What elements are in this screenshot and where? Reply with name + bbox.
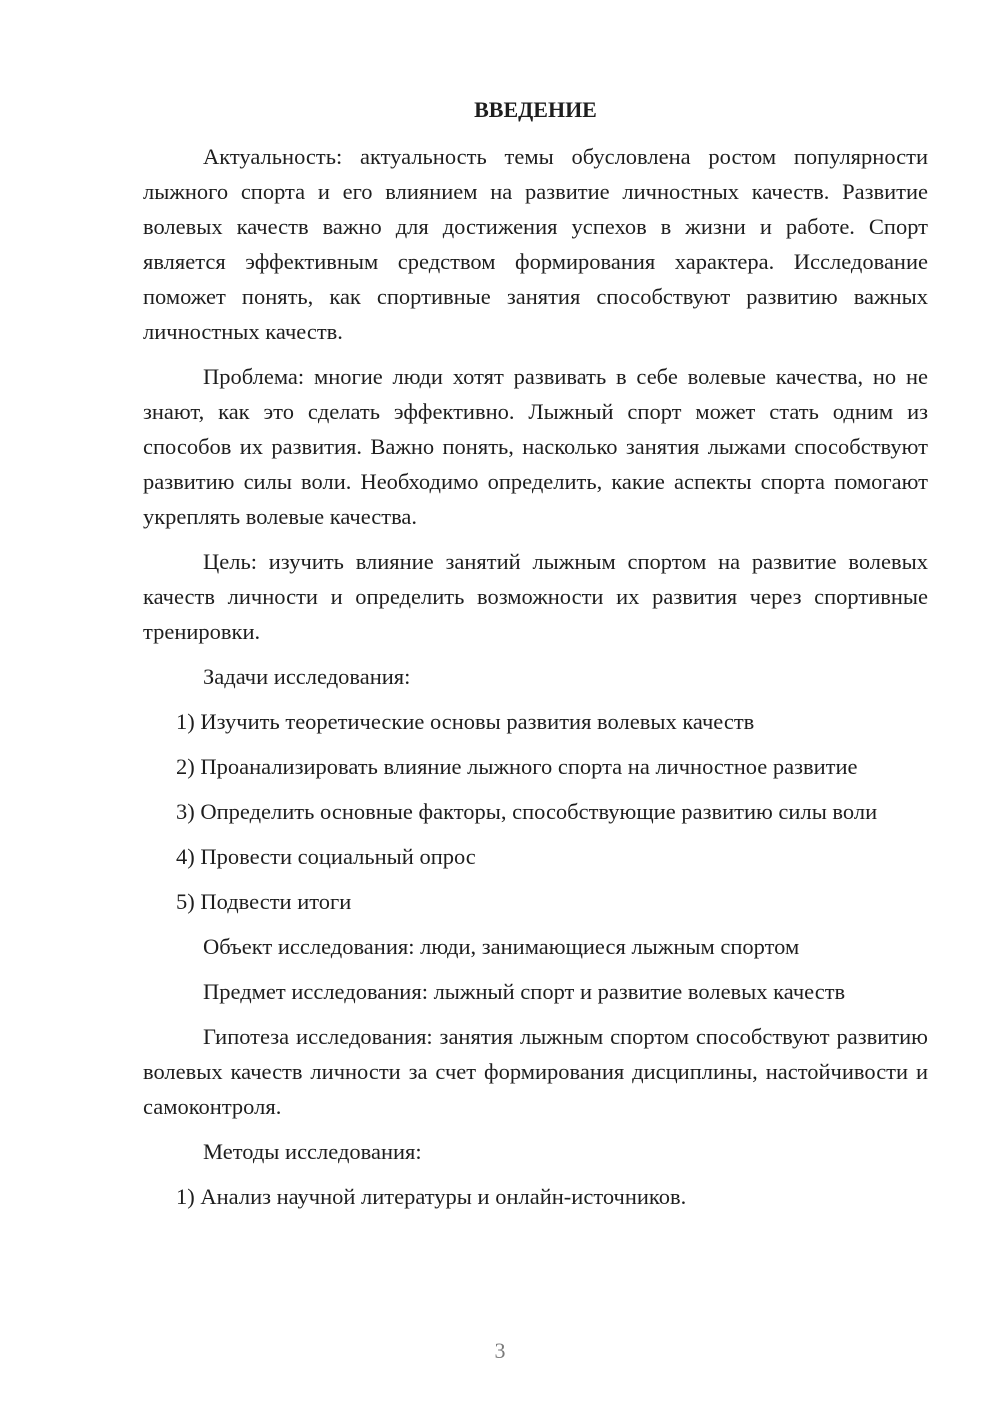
tasks-title: Задачи исследования: (203, 664, 411, 689)
methods-title: Методы исследования: (203, 1139, 422, 1164)
task-item: 4) Провести социальный опрос (176, 844, 476, 869)
goal-paragraph: Цель: изучить влияние занятий лыжным спортом на развитие волевых качеств личности и определить возможности их развития через спортивные тренировки. (143, 549, 928, 644)
page-number: 3 (494, 1338, 506, 1363)
subject-line: Предмет исследования: лыжный спорт и развитие волевых качеств (203, 979, 846, 1004)
task-item: 3) Определить основные факторы, способствующие развитию силы воли (176, 799, 878, 824)
hypothesis-paragraph: Гипотеза исследования: занятия лыжным спортом способствуют развитию волевых качеств личности за счет формирования дисциплины, настойчивости и самоконтроля. (143, 1024, 928, 1119)
object-line: Объект исследования: люди, занимающиеся лыжным спортом (203, 934, 800, 959)
relevance-paragraph: Актуальность: актуальность темы обусловлена ростом популярности лыжного спорта и его влиянием на развитие личностных качеств. Развитие волевых качеств важно для достижения успехов в жизни и работе. Спорт является эффективным средством формирования характера. Исследование поможет понять, как спортивные занятия способствуют развитию важных личностных качеств. (143, 144, 928, 344)
section-heading: ВВЕДЕНИЕ (474, 97, 597, 122)
task-item: 1) Изучить теоретические основы развития волевых качеств (176, 709, 755, 734)
document-body (143, 92, 928, 1224)
task-item: 2) Проанализировать влияние лыжного спорта на личностное развитие (176, 754, 858, 779)
method-item: 1) Анализ научной литературы и онлайн-источников. (176, 1184, 687, 1209)
problem-paragraph: Проблема: многие люди хотят развивать в себе волевые качества, но не знают, как это сделать эффективно. Лыжный спорт может стать одним из способов их развития. Важно понять, насколько занятия лыжами способствуют развитию силы воли. Необходимо определить, какие аспекты спорта помогают укреплять волевые качества. (143, 364, 928, 529)
task-item: 5) Подвести итоги (176, 889, 352, 914)
